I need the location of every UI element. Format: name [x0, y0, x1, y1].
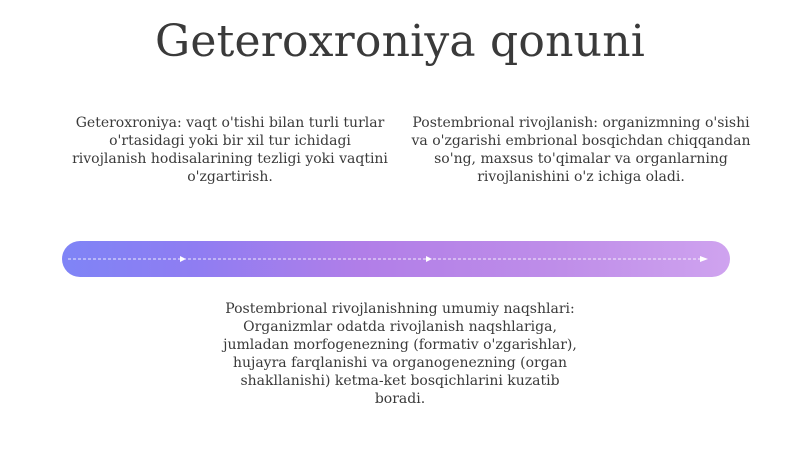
arrow-right-icon — [700, 256, 708, 262]
timeline-bar — [62, 241, 730, 277]
timeline-arrows — [62, 241, 730, 277]
arrow-right-icon — [426, 256, 432, 262]
slide-title: Geteroxroniya qonuni — [155, 16, 645, 67]
text-block-heterochrony: Geteroxroniya: vaqt o'tishi bilan turli turlar o'rtasidagi yoki bir xil tur ichidagi rivojlanish hodisalarining tezligi yoki vaqtini o'zgartirish. — [72, 115, 388, 185]
arrow-right-icon — [180, 256, 186, 262]
text-block-postembryonic: Postembrional rivojlanish: organizmning o'sishi va o'zgarishi embrional bosqichdan chiqqandan so'ng, maxsus to'qimalar va organlarning rivojlanishini o'z ichiga oladi. — [411, 115, 751, 185]
text-block-general-patterns: Postembrional rivojlanishning umumiy naqshlari: Organizmlar odatda rivojlanish naqshlariga, jumladan morfogenezning (formativ o'zgarishlar), hujayra farqlanishi va organogenezning (organ shakllanishi) ketma-ket bosqichlarini kuzatib boradi. — [223, 301, 577, 407]
